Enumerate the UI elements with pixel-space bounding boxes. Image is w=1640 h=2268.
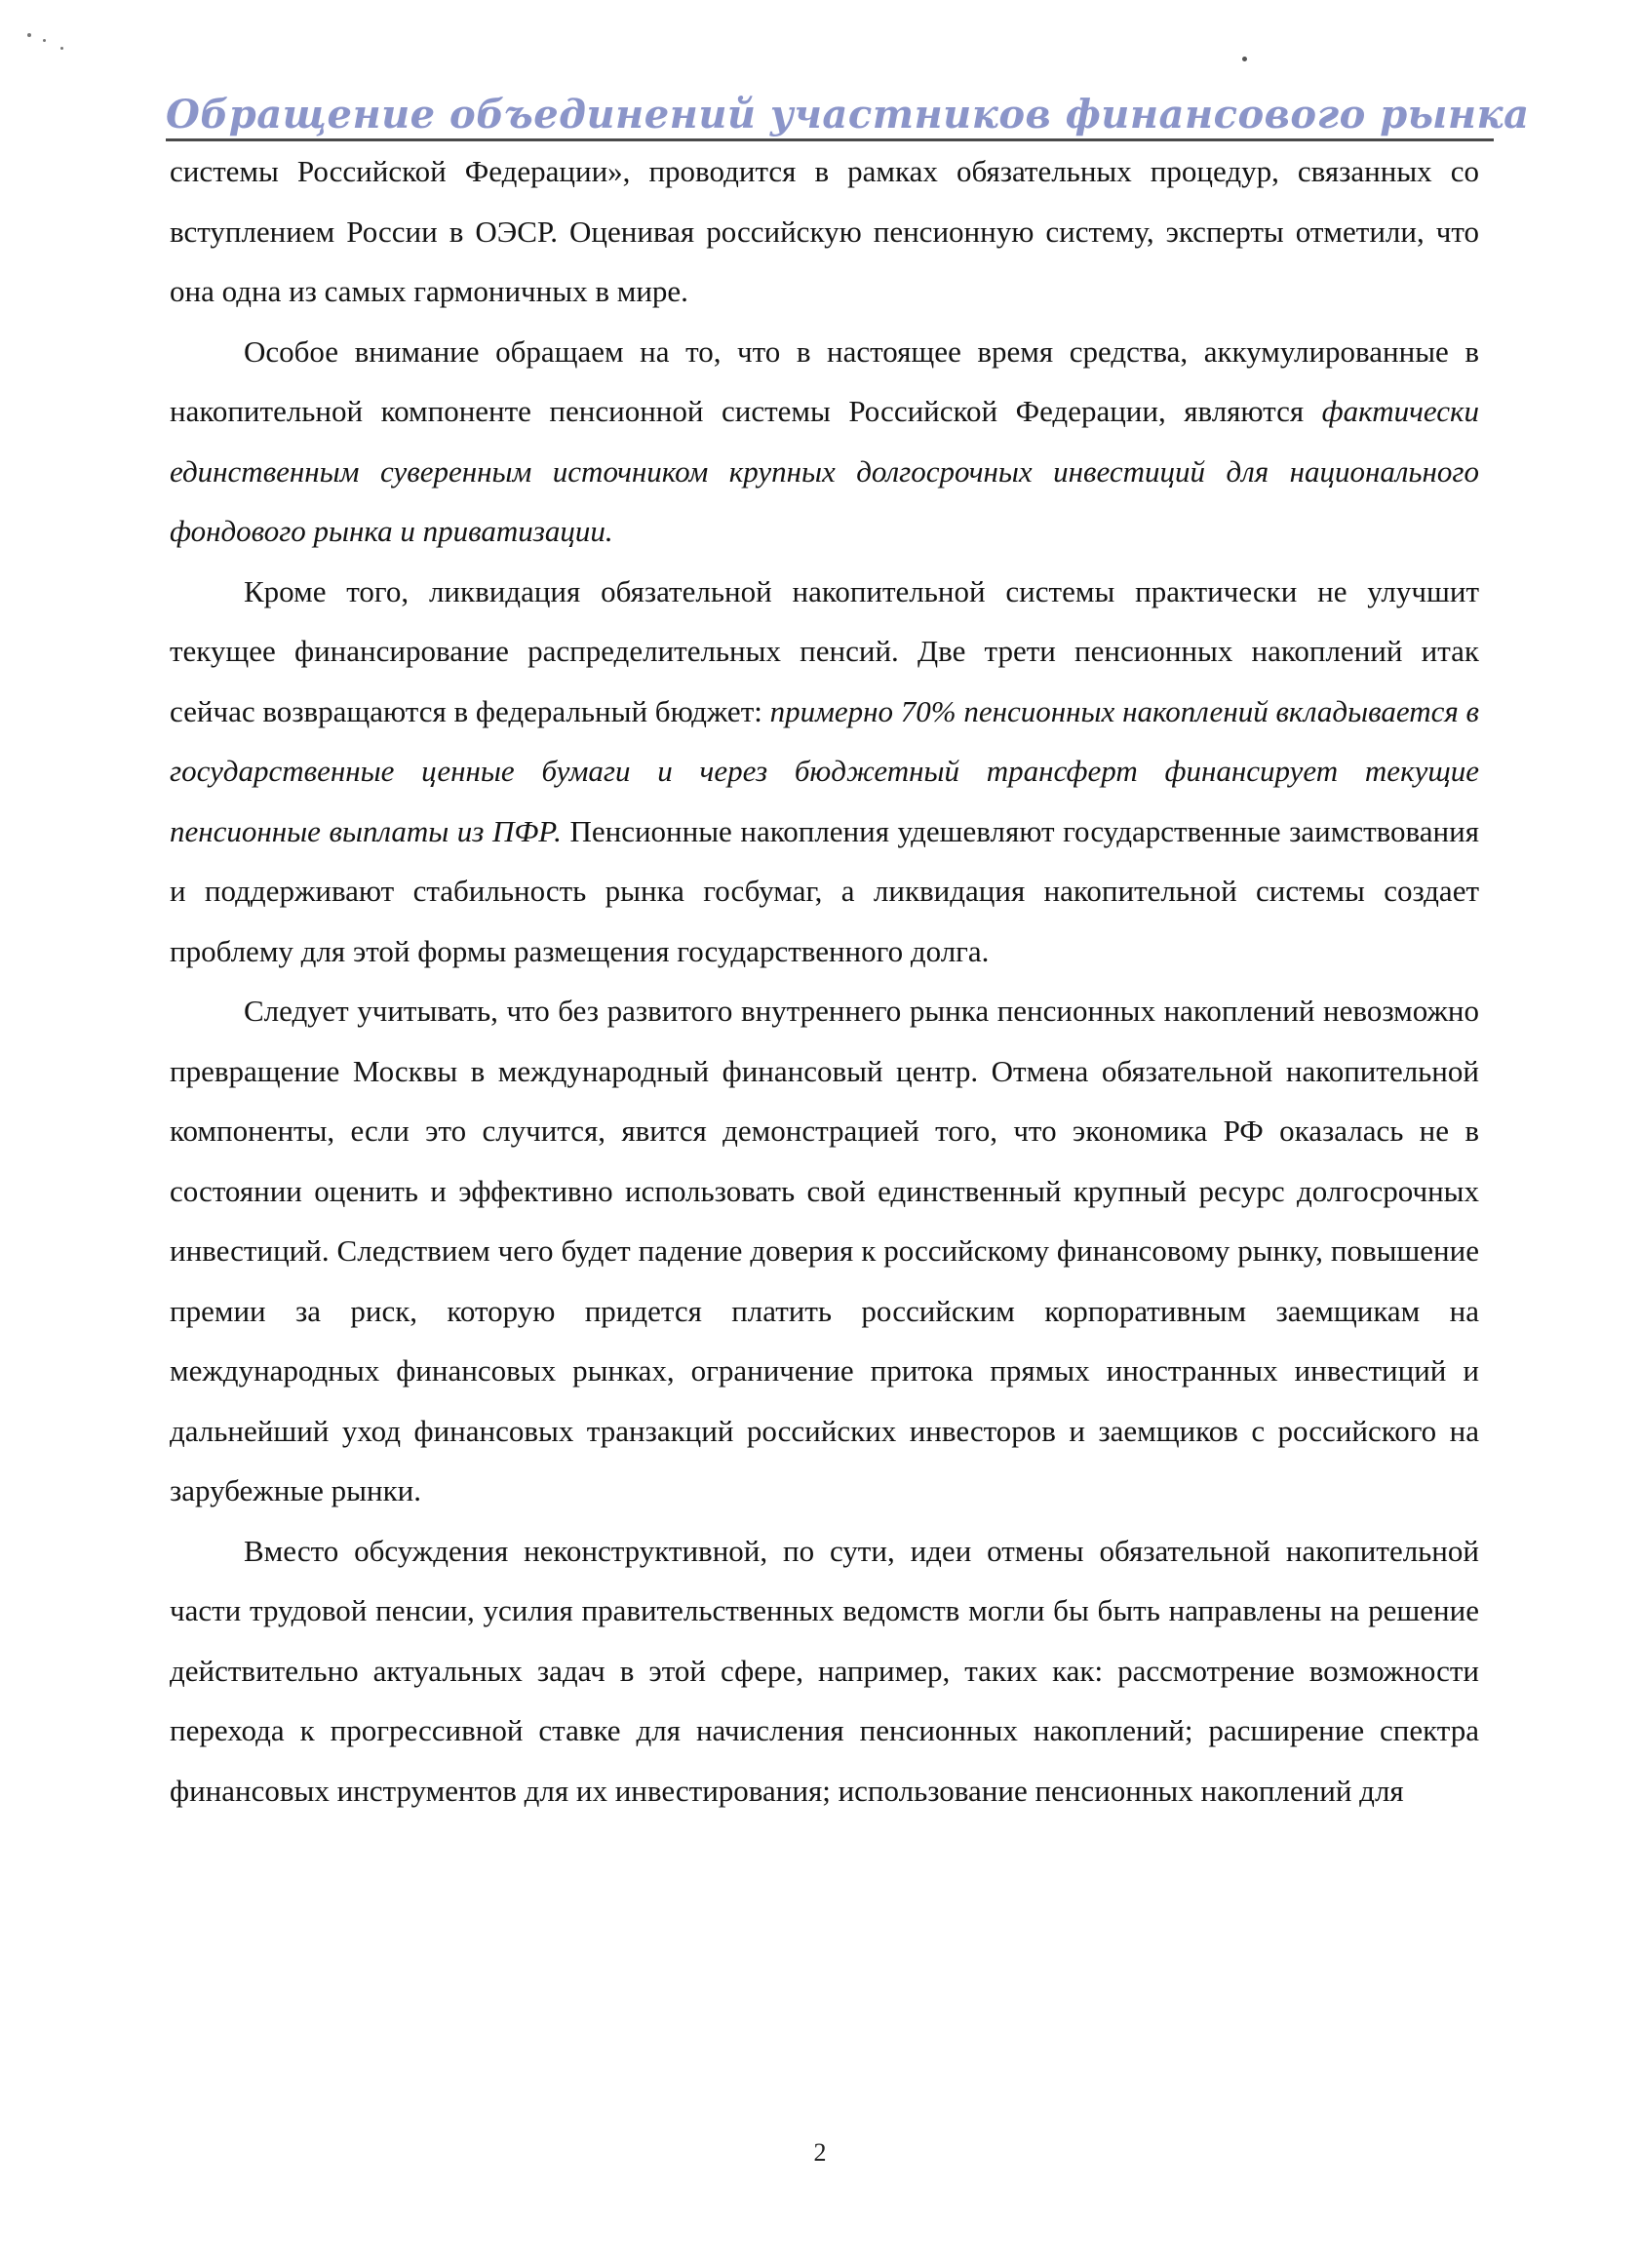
scan-speck bbox=[27, 33, 31, 37]
paragraph bbox=[170, 141, 1479, 322]
page-number: 2 bbox=[813, 2138, 827, 2167]
scan-speck bbox=[1242, 57, 1247, 61]
italic-text: примерно 70% пенсионных накоплений вкладывается в государственные ценные бумаги и через бюджетный трансферт финансирует текущие пенсионные выплаты из ПФР. bbox=[170, 693, 1479, 848]
body-text bbox=[170, 141, 1479, 1820]
header-title: Обращение объединений участников финансового рынка bbox=[166, 92, 1530, 137]
text-run: системы Российской Федерации», проводится в рамках обязательных процедур, связанных со вступлением России в ОЭСР. Оценивая российскую пенсионную систему, эксперты отметили, что она одна из самых гармоничных в мире. bbox=[170, 154, 1479, 308]
running-header bbox=[166, 90, 1530, 141]
scan-speck bbox=[60, 47, 63, 50]
paragraph bbox=[170, 322, 1479, 562]
text-run: Пенсионные накопления удешевляют государственные заимствования и поддерживают стабильность рынка госбумаг, а ликвидация накопительной системы создает проблему для этой формы размещения государственного долга. bbox=[170, 813, 1479, 968]
text-run: Следует учитывать, что без развитого внутреннего рынка пенсионных накоплений невозможно превращение Москвы в международный финансовый центр. Отмена обязательной накопительной компоненты, если это случится, явится демонстрацией того, что экономика РФ оказалась не в состоянии оценить и эффективно использовать свой единственный крупный ресурс долгосрочных инвестиций. Следствием чего будет падение доверия к российскому финансовому рынку, повышение премии за риск, которую придется платить российским корпоративным заемщикам на международных финансовых рынках, ограничение притока прямых иностранных инвестиций и дальнейший уход финансовых транзакций российских инвесторов и заемщиков с российского на зарубежные рынки. bbox=[170, 994, 1479, 1507]
italic-text: фактически единственным суверенным источником крупных долгосрочных инвестиций для национального фондового рынка и приватизации. bbox=[170, 394, 1479, 548]
paragraph bbox=[170, 562, 1479, 982]
paragraph bbox=[170, 1521, 1479, 1821]
text-run: Кроме того, ликвидация обязательной накопительной системы практически не улучшит текущее финансирование распределительных пенсий. Две трети пенсионных накоплений итак сейчас возвращаются в федеральный бюджет: bbox=[170, 573, 1479, 728]
scan-speck bbox=[43, 39, 46, 42]
text-run: Вместо обсуждения неконструктивной, по сути, идеи отмены обязательной накопительной части трудовой пенсии, усилия правительственных ведомств могли бы быть направлены на решение действительно актуальных задач в этой сфере, например, таких как: рассмотрение возможности перехода к прогрессивной ставке для начисления пенсионных накоплений; расширение спектра финансовых инструментов для их инвестирования; использование пенсионных накоплений для bbox=[170, 1533, 1479, 1808]
paragraph bbox=[170, 981, 1479, 1521]
text-run: Особое внимание обращаем на то, что в настоящее время средства, аккумулированные в накопительной компоненте пенсионной системы Российской Федерации, являются bbox=[170, 333, 1479, 428]
